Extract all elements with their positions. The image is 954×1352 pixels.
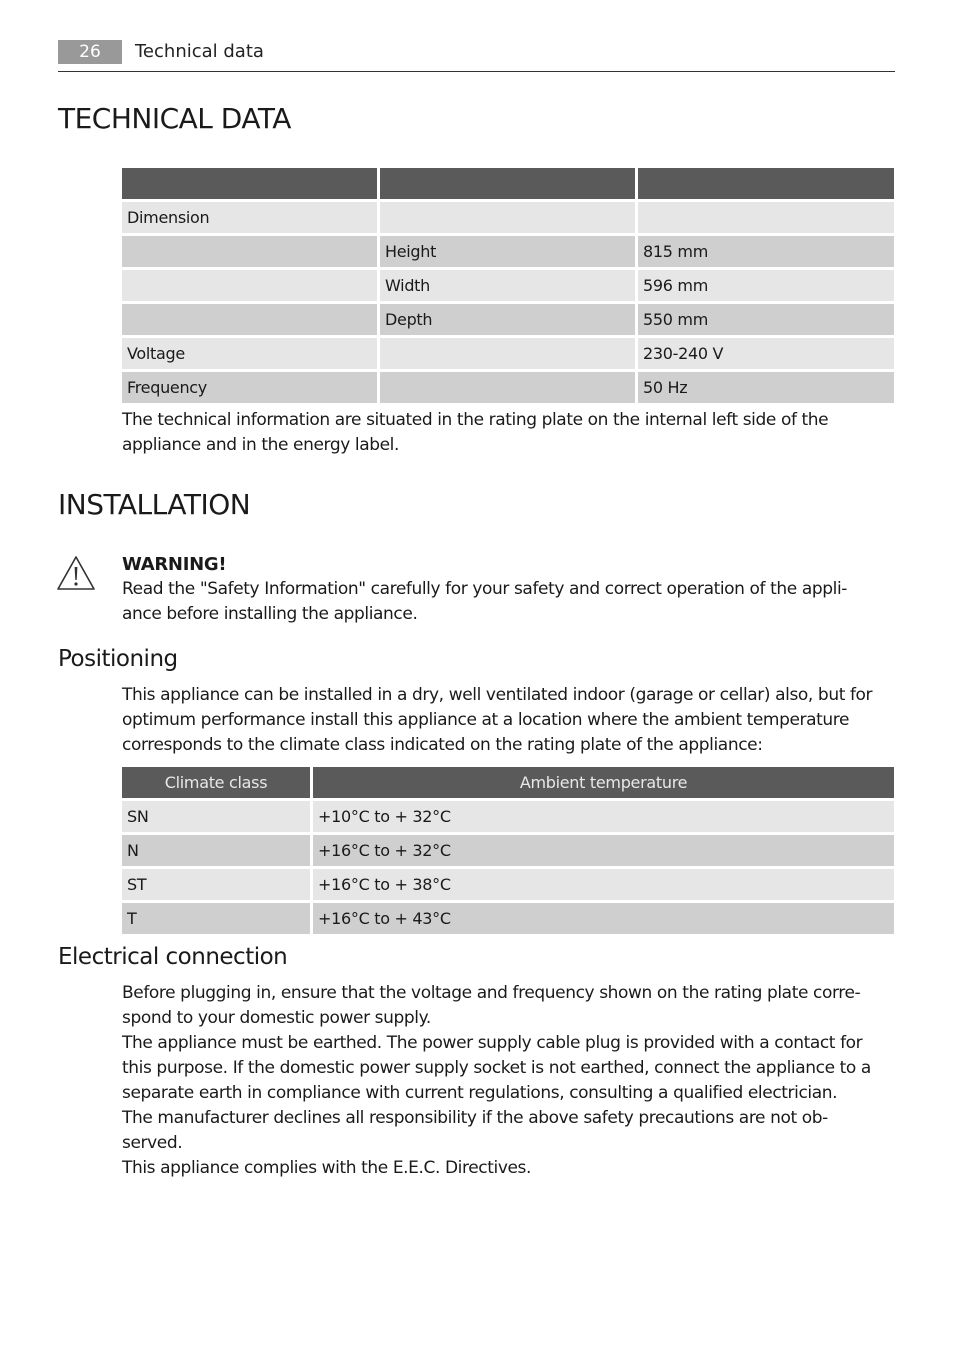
- text-line: The technical information are situated in the rating plate on the internal left side of the: [122, 410, 829, 430]
- table-cell: 596 mm: [638, 270, 894, 301]
- table-cell: Width: [380, 270, 635, 301]
- table-cell: +16°C to + 32°C: [313, 835, 894, 866]
- text-line: appliance and in the energy label.: [122, 435, 399, 455]
- table-header-cell: Ambient temperature: [313, 767, 894, 798]
- text-line: spond to your domestic power supply.: [122, 1008, 431, 1028]
- table-cell: [638, 202, 894, 233]
- table-cell: Frequency: [122, 372, 377, 403]
- table-row: [122, 270, 894, 301]
- page-number: 26: [58, 40, 122, 64]
- text-line: The appliance must be earthed. The power supply cable plug is provided with a contact for: [122, 1033, 863, 1053]
- table-header-row: [122, 168, 894, 199]
- table-header-cell: [122, 168, 377, 199]
- table-row: [122, 835, 894, 866]
- table-cell: Depth: [380, 304, 635, 335]
- table-cell: [380, 372, 635, 403]
- table-header-cell: [638, 168, 894, 199]
- table-cell: [122, 236, 377, 267]
- table-cell: N: [122, 835, 310, 866]
- text-line: This appliance complies with the E.E.C. Directives.: [122, 1158, 531, 1178]
- warning-triangle-icon: [56, 555, 96, 591]
- electrical-connection-text: [122, 981, 902, 1181]
- installation-heading: INSTALLATION: [58, 488, 251, 521]
- table-row: [122, 202, 894, 233]
- table-cell: Voltage: [122, 338, 377, 369]
- table-cell: +16°C to + 38°C: [313, 869, 894, 900]
- text-line: separate earth in compliance with current regulations, consulting a qualified electrician.: [122, 1083, 838, 1103]
- technical-data-table: [119, 165, 897, 406]
- table-cell: ST: [122, 869, 310, 900]
- table-cell: +10°C to + 32°C: [313, 801, 894, 832]
- table-cell: [122, 304, 377, 335]
- table-row: [122, 304, 894, 335]
- table-header-row: [122, 767, 894, 798]
- table-header-cell: Climate class: [122, 767, 310, 798]
- table-cell: Height: [380, 236, 635, 267]
- page-header: [58, 40, 895, 72]
- table-row: [122, 869, 894, 900]
- running-title: Technical data: [135, 41, 264, 62]
- table-cell: +16°C to + 43°C: [313, 903, 894, 934]
- electrical-connection-heading: Electrical connection: [58, 944, 288, 970]
- technical-note: [122, 408, 902, 458]
- table-cell: 815 mm: [638, 236, 894, 267]
- climate-class-table: [119, 764, 897, 937]
- table-cell: 50 Hz: [638, 372, 894, 403]
- table-row: [122, 903, 894, 934]
- table-cell: Dimension: [122, 202, 377, 233]
- table-row: [122, 236, 894, 267]
- table-cell: 230-240 V: [638, 338, 894, 369]
- table-cell: SN: [122, 801, 310, 832]
- table-cell: [380, 338, 635, 369]
- table-cell: [122, 270, 377, 301]
- text-line: served.: [122, 1133, 183, 1153]
- text-line: This appliance can be installed in a dry, well ventilated indoor (garage or cellar) also, but for: [122, 685, 873, 705]
- table-header-cell: [380, 168, 635, 199]
- technical-data-heading: TECHNICAL DATA: [58, 102, 291, 135]
- text-line: corresponds to the climate class indicated on the rating plate of the appliance:: [122, 735, 763, 755]
- text-line: Read the "Safety Information" carefully for your safety and correct operation of the appli-: [122, 579, 848, 599]
- positioning-heading: Positioning: [58, 646, 178, 672]
- table-cell: 550 mm: [638, 304, 894, 335]
- text-line: Before plugging in, ensure that the voltage and frequency shown on the rating plate corre-: [122, 983, 861, 1003]
- text-line: ance before installing the appliance.: [122, 604, 418, 624]
- table-row: [122, 372, 894, 403]
- text-line: optimum performance install this appliance at a location where the ambient temperature: [122, 710, 850, 730]
- table-row: [122, 801, 894, 832]
- text-line: this purpose. If the domestic power supply socket is not earthed, connect the appliance to a: [122, 1058, 871, 1078]
- positioning-text: [122, 683, 902, 758]
- table-cell: [380, 202, 635, 233]
- table-cell: T: [122, 903, 310, 934]
- text-line: The manufacturer declines all responsibility if the above safety precautions are not ob-: [122, 1108, 828, 1128]
- warning-text: [122, 577, 902, 627]
- table-row: [122, 338, 894, 369]
- warning-title: WARNING!: [122, 554, 227, 575]
